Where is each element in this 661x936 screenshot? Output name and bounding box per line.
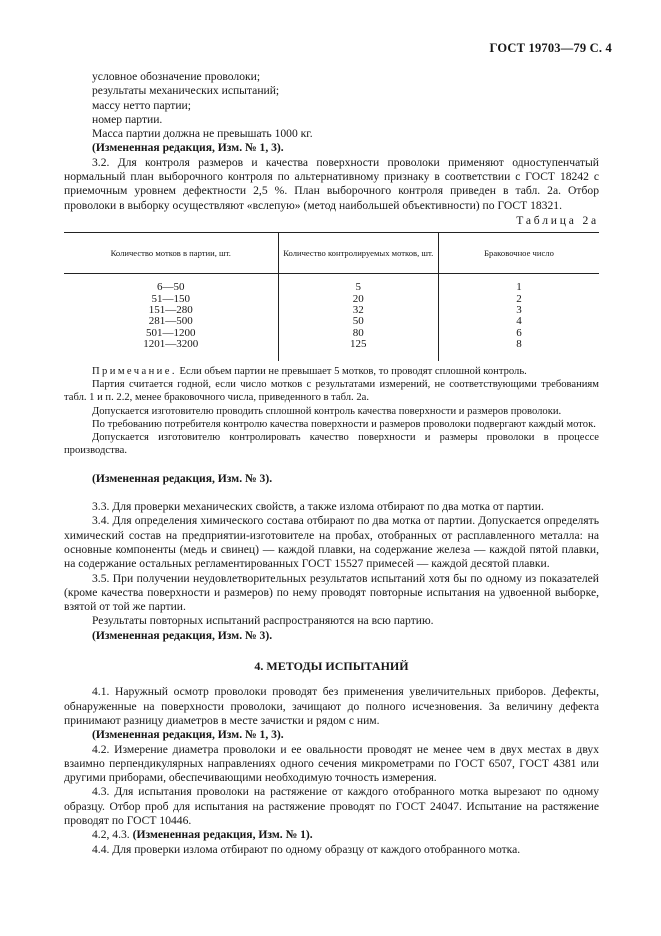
table-cell: 2 bbox=[516, 292, 522, 305]
paragraph-3-2: 3.2. Для контроля размеров и качества поверхности проволоки применяют одноступенчатый нормальный план выборочного контроля по альтернативному признаку в соответствии с ГОСТ 18242 с приемочным уровнем дефектности 2,5 %. План выборочного контроля приведен в табл. 2а. Отбор проволоки в выборку осуществляют «вслепую» (метод наибольшей объективности) по ГОСТ 18321. bbox=[64, 155, 599, 212]
table-row bbox=[64, 274, 599, 294]
note-first-line bbox=[64, 365, 599, 378]
table-cell: 6—50 bbox=[157, 281, 185, 294]
page-header: ГОСТ 19703—79 С. 4 bbox=[489, 41, 612, 55]
table-cell: 6 bbox=[516, 326, 522, 339]
table-cell: 5 bbox=[278, 274, 439, 294]
paragraph-3-5: 3.5. При получении неудовлетворительных результатов испытаний хотя бы по одному из показателей (кроме качества поверхности и размеров) по нему проводят повторные испытания на удвоенной выборке, взятой от той же партии. bbox=[64, 571, 599, 614]
list-item: результаты механических испытаний; bbox=[92, 84, 280, 98]
list-item: условное обозначение проволоки; bbox=[92, 70, 261, 83]
paragraph-4-4: 4.4. Для проверки излома отбирают по одному образцу от каждого отобранного мотка. bbox=[92, 842, 521, 856]
table-cell: 125 bbox=[278, 339, 439, 360]
note-line: Допускается изготовителю контролировать качество поверхности и размеры проволоки в процессе производства. bbox=[64, 432, 599, 457]
mass-limit-line: Масса партии должна не превышать 1000 кг. bbox=[92, 127, 313, 141]
table-note bbox=[64, 365, 599, 458]
paragraph-4-2: 4.2. Измерение диаметра проволоки и ее овальности проводят не менее чем в двух местах в двух взаимно перпендикулярных направлениях одного сечения микрометрами по ГОСТ 6507, ГОСТ 4381 или другими приборами, обеспечивающими необходимую точность измерения. bbox=[64, 742, 599, 785]
table-cell: 50 bbox=[278, 316, 439, 327]
table-row bbox=[64, 339, 599, 360]
designation-list bbox=[64, 70, 599, 156]
paragraph-4-1: 4.1. Наружный осмотр проволоки проводят без применения увеличительных приборов. Дефекты, обнаруженные на поверхности проволоки, зачищают до полного исчезновения. За величину дефекта принимают разницу диаметров в месте зачистки и рядом с ним. bbox=[64, 685, 599, 727]
revision-prefix: 4.2, 4.3. bbox=[92, 828, 130, 842]
paragraph-3-4: 3.4. Для определения химического состава отбирают по два мотка от партии. Допускается определять химический состав на предприятии-изготовителе на пробах, отобранных от расплавленного металла: на основные компоненты (медь и свинец) — каждой плавки, на содержание железа — каждой пятой плавки, на содержание остальных регламентированных ГОСТ 15527 примесей — каждой десятой плавки. bbox=[64, 514, 599, 571]
revision-note: (Измененная редакция, Изм. № 1, 3). bbox=[92, 141, 284, 155]
paragraph-3-5-results: Результаты повторных испытаний распространяются на всю партию. bbox=[92, 614, 434, 628]
note-line: Допускается изготовителю проводить сплошной контроль качества поверхности и размеров проволоки. bbox=[92, 405, 562, 417]
list-item: массу нетто партии; bbox=[92, 98, 191, 112]
table-cell: 3 bbox=[516, 304, 522, 317]
table-cell: 20 bbox=[278, 294, 439, 305]
table-header-rejection-number: Браковочное число bbox=[439, 233, 600, 274]
revision-note: (Измененная редакция, Изм. № 3). bbox=[92, 628, 273, 642]
table-cell: 151—280 bbox=[148, 304, 193, 317]
page-content bbox=[64, 70, 599, 857]
table-cell: 1201—3200 bbox=[143, 338, 199, 351]
paragraph-4-3: 4.3. Для испытания проволоки на растяжение от каждого отобранного мотка вырезают по одному образцу. Отбор проб для испытания на растяжение проводят по ГОСТ 24047. Испытание на растяжение проводят по ГОСТ 10446. bbox=[64, 785, 599, 828]
section-title: 4. МЕТОДЫ ИСПЫТАНИЙ bbox=[254, 659, 409, 674]
table-cell: 51—150 bbox=[151, 292, 190, 305]
revision-line-4-2-4-3 bbox=[64, 828, 599, 842]
table-cell: 32 bbox=[278, 305, 439, 316]
note-line: Партия считается годной, если число мотков с результатами измерений, не соответствующими требованиям табл. 1 и п. 2.2, менее браковочного числа, приведенного в табл. 2а. bbox=[64, 379, 599, 404]
note-label: Примечание. bbox=[92, 365, 177, 377]
paragraph-3-3: 3.3. Для проверки механических свойств, а также излома отбирают по два мотка от партии. bbox=[92, 500, 544, 514]
table-cell: 501—1200 bbox=[146, 326, 196, 339]
sampling-plan-table bbox=[64, 232, 599, 360]
note-text: Если объем партии не превышает 5 мотков, то проводят сплошной контроль. bbox=[179, 365, 527, 377]
revision-note: (Измененная редакция, Изм. № 1). bbox=[132, 828, 313, 842]
table-cell: 4 bbox=[516, 315, 522, 328]
list-item: номер партии. bbox=[92, 112, 163, 126]
table-cell: 281—500 bbox=[148, 315, 193, 328]
revision-note: (Измененная редакция, Изм. № 1, 3). bbox=[92, 728, 284, 742]
table-cell: 80 bbox=[278, 328, 439, 339]
note-line: По требованию потребителя контролю качества поверхности и размеров проволоки подвергают каждый моток. bbox=[92, 418, 596, 430]
table-header-lot-size: Количество мотков в партии, шт. bbox=[64, 233, 278, 274]
table-header-sample-size: Количество контролируемых мотков, шт. bbox=[278, 233, 439, 274]
table-caption: Таблица 2а bbox=[516, 213, 599, 227]
revision-note: (Измененная редакция, Изм. № 3). bbox=[92, 471, 273, 485]
table-cell: 8 bbox=[516, 338, 522, 351]
table-cell: 1 bbox=[516, 281, 522, 294]
